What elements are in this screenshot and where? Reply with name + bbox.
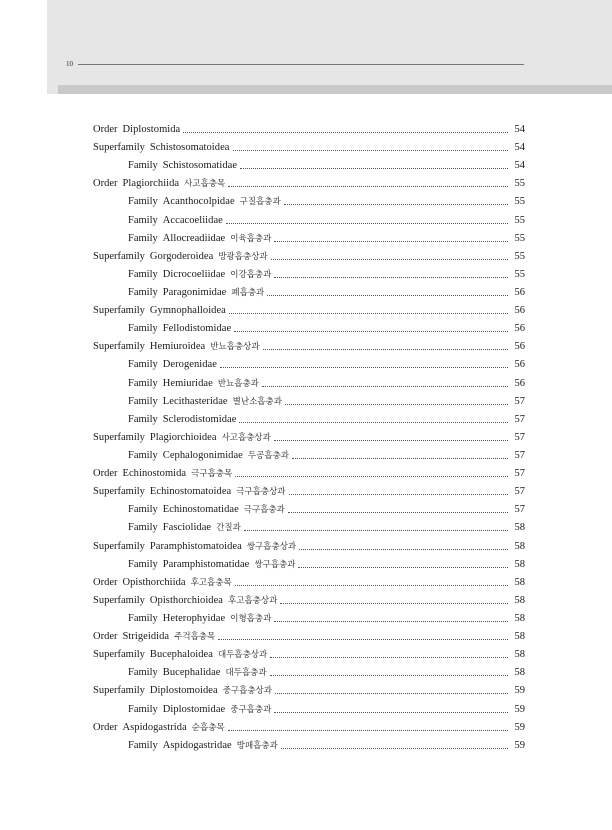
toc-taxon-name: Paramphistomatoidea: [149, 540, 242, 552]
toc-taxon-name: Gorgoderoidea: [149, 250, 214, 262]
toc-entry[interactable]: [93, 701, 525, 719]
toc-korean-name: 두공흡충과: [247, 450, 289, 461]
toc-taxon-name: Strigeidida: [122, 631, 170, 643]
toc-korean-name: 간질과: [216, 523, 241, 534]
toc-korean-name: 극구흡충상과: [236, 487, 286, 498]
toc-rank: Order: [93, 721, 118, 733]
toc-page-number: 55: [514, 178, 525, 190]
toc-taxon-name: Gymnophalloidea: [149, 305, 226, 317]
toc-taxon-name: Echinostomatoidea: [149, 486, 232, 498]
toc-entry[interactable]: [93, 284, 525, 302]
toc-korean-name: 사고흡충목: [184, 179, 226, 190]
toc-taxon-name: Cephalogonimidae: [162, 449, 243, 461]
toc-entry[interactable]: [93, 302, 525, 320]
toc-page-number: 54: [514, 124, 525, 135]
toc-rank: Superfamily: [93, 594, 145, 606]
toc-korean-name: 쌍구흡충과: [254, 559, 296, 570]
toc-entry[interactable]: [93, 429, 525, 447]
toc-page-number: 56: [514, 341, 525, 353]
toc-entry[interactable]: [93, 411, 525, 429]
toc-taxon-name: Hemiuroidea: [149, 341, 206, 353]
toc-page-number: 57: [514, 504, 525, 516]
toc-entry[interactable]: [93, 121, 525, 139]
toc-page-number: 55: [514, 268, 525, 280]
toc-dot-leader: [226, 222, 508, 224]
toc-page-number: 58: [514, 522, 525, 534]
toc-korean-name: 사고흡충상과: [221, 432, 271, 443]
toc-rank: Order: [93, 178, 118, 190]
toc-rank: Family: [128, 232, 158, 244]
toc-taxon-name: Fellodistomidae: [162, 323, 232, 335]
toc-dot-leader: [244, 529, 508, 531]
toc-dot-leader: [292, 457, 508, 459]
toc-page-number: 58: [514, 576, 525, 588]
toc-rank: Family: [128, 667, 158, 679]
toc-taxon-name: Fasciolidae: [162, 522, 212, 534]
toc-dot-leader: [274, 276, 508, 278]
toc-dot-leader: [228, 185, 508, 187]
toc-korean-name: 후고흡충목: [190, 577, 232, 588]
toc-entry[interactable]: [93, 266, 525, 284]
toc-rank: Superfamily: [93, 250, 145, 262]
toc-taxon-name: Paramphistomatidae: [162, 558, 250, 570]
toc-rank: Family: [128, 359, 158, 371]
toc-rank: Family: [128, 504, 158, 516]
toc-dot-leader: [280, 602, 508, 604]
toc-entry[interactable]: [93, 447, 525, 465]
toc-taxon-name: Diplostomoidea: [149, 685, 218, 697]
toc-entry[interactable]: [93, 375, 525, 393]
toc-rank: Family: [128, 612, 158, 624]
toc-taxon-name: Diplostomida: [122, 124, 181, 135]
toc-entry[interactable]: [93, 556, 525, 574]
toc-korean-name: 이강흡충과: [230, 269, 272, 280]
toc-entry[interactable]: [93, 737, 525, 755]
toc-entry[interactable]: [93, 519, 525, 537]
toc-entry[interactable]: [93, 175, 525, 193]
toc-rank: Superfamily: [93, 486, 145, 498]
toc-korean-name: 주걱흡충목: [174, 632, 216, 643]
toc-dot-leader: [270, 656, 508, 658]
toc-taxon-name: Sclerodistomidae: [162, 413, 237, 425]
toc-rank: Family: [128, 268, 158, 280]
toc-dot-leader: [270, 674, 508, 676]
toc-taxon-name: Bucephalidae: [162, 667, 221, 679]
toc-rank: Family: [128, 449, 158, 461]
toc-dot-leader: [234, 330, 508, 332]
toc-dot-leader: [285, 403, 508, 405]
toc-taxon-name: Aspidogastridae: [162, 739, 232, 751]
toc-page-number: 58: [514, 594, 525, 606]
toc-dot-leader: [220, 366, 508, 368]
toc-korean-name: 쌍구흡충상과: [246, 541, 297, 552]
toc-dot-leader: [263, 348, 508, 350]
toc-korean-name: 중구흡충과: [230, 704, 272, 715]
toc-rank: Order: [93, 576, 118, 588]
toc-rank: Superfamily: [93, 142, 145, 154]
toc-page-number: 58: [514, 649, 525, 661]
page-number: 10: [66, 60, 73, 68]
toc-rank: Family: [128, 522, 158, 534]
toc-entry[interactable]: [93, 230, 525, 248]
toc-taxon-name: Plagiorchioidea: [149, 431, 217, 443]
toc-rank: Family: [128, 395, 158, 407]
toc-entry[interactable]: [93, 338, 525, 356]
toc-korean-name: 극구흡충목: [191, 469, 233, 480]
toc-dot-leader: [235, 475, 508, 477]
toc-entry[interactable]: [93, 574, 525, 592]
toc-korean-name: 이형흡충과: [230, 613, 272, 624]
toc-korean-name: 대두흡충과: [225, 668, 267, 679]
toc-korean-name: 구질흡충과: [239, 197, 281, 208]
toc-rank: Family: [128, 196, 158, 208]
toc-taxon-name: Dicrocoeliidae: [162, 268, 226, 280]
toc-page-number: 59: [514, 703, 525, 715]
toc-entry[interactable]: [93, 592, 525, 610]
toc-dot-leader: [274, 240, 508, 242]
toc-rank: Order: [93, 468, 118, 480]
toc-page-number: 58: [514, 558, 525, 570]
toc-korean-name: 중구흡충상과: [222, 686, 272, 697]
toc-entry[interactable]: [93, 610, 525, 628]
toc-page-number: 55: [514, 196, 525, 208]
toc-page-number: 59: [514, 721, 525, 733]
toc-taxon-name: Schistosomatidae: [162, 160, 238, 172]
toc-dot-leader: [284, 203, 508, 205]
page-header-band: [47, 0, 612, 94]
toc-dot-leader: [229, 312, 508, 314]
toc-entry[interactable]: [93, 538, 525, 556]
toc-taxon-name: Accacoeliidae: [162, 214, 223, 226]
toc-dot-leader: [274, 439, 508, 441]
toc-taxon-name: Allocreadiidae: [162, 232, 226, 244]
toc-dot-leader: [239, 421, 508, 423]
toc-page-number: 59: [514, 739, 525, 751]
toc-page-number: 56: [514, 305, 525, 317]
toc-entry[interactable]: [93, 465, 525, 483]
toc-rank: Superfamily: [93, 649, 145, 661]
toc-page-number: 58: [514, 631, 525, 643]
toc-dot-leader: [281, 747, 508, 749]
toc-entry[interactable]: [93, 628, 525, 646]
toc-dot-leader: [299, 548, 508, 550]
toc-taxon-name: Bucephaloidea: [149, 649, 213, 661]
toc-entry[interactable]: [93, 393, 525, 411]
toc-taxon-name: Acanthocolpidae: [162, 196, 235, 208]
toc-page-number: 58: [514, 667, 525, 679]
toc-rank: Family: [128, 413, 158, 425]
toc-rank: Superfamily: [93, 685, 145, 697]
toc-rank: Family: [128, 286, 158, 298]
toc-korean-name: 대두흡충상과: [217, 650, 268, 661]
toc-entry[interactable]: [93, 193, 525, 211]
toc-dot-leader: [240, 167, 508, 169]
toc-korean-name: 이육흡충과: [230, 233, 272, 244]
toc-page-number: 54: [514, 160, 525, 172]
toc-page-number: 58: [514, 612, 525, 624]
toc-entry[interactable]: [93, 682, 525, 700]
toc-page-number: 58: [514, 540, 525, 552]
page-header-shadow: [58, 85, 612, 94]
toc-page-number: 57: [514, 431, 525, 443]
toc-taxon-name: Hemiuridae: [162, 377, 213, 389]
header-rule: [78, 64, 524, 65]
toc-page-number: 57: [514, 395, 525, 407]
toc-page-number: 56: [514, 323, 525, 335]
toc-entry[interactable]: [93, 483, 525, 501]
toc-korean-name: 반뇨흡충과: [217, 378, 259, 389]
toc-taxon-name: Diplostomidae: [162, 703, 226, 715]
toc-entry[interactable]: [93, 320, 525, 338]
toc-taxon-name: Plagiorchiida: [122, 178, 180, 190]
toc-korean-name: 반뇨흡충상과: [210, 342, 260, 353]
toc-taxon-name: Heterophyidae: [162, 612, 226, 624]
toc-korean-name: 방패흡충과: [236, 740, 278, 751]
toc-dot-leader: [274, 620, 508, 622]
toc-taxon-name: Lecithasteridae: [162, 395, 228, 407]
toc-entry[interactable]: [93, 212, 525, 230]
toc-korean-name: 후고흡충상과: [228, 595, 278, 606]
toc-dot-leader: [183, 131, 508, 133]
toc-entry[interactable]: [93, 356, 525, 374]
toc-page-number: 56: [514, 377, 525, 389]
toc-rank: Family: [128, 703, 158, 715]
toc-page-number: 57: [514, 413, 525, 425]
toc-page-number: 55: [514, 250, 525, 262]
toc-rank: Family: [128, 214, 158, 226]
toc-page-number: 56: [514, 359, 525, 371]
toc-taxon-name: Aspidogastrida: [122, 721, 187, 733]
toc-dot-leader: [218, 638, 508, 640]
toc-dot-leader: [289, 493, 508, 495]
toc-dot-leader: [235, 584, 508, 586]
toc-korean-name: 방광흡충상과: [218, 251, 268, 262]
toc-page-number: 57: [514, 486, 525, 498]
toc-rank: Superfamily: [93, 540, 145, 552]
toc-entry[interactable]: [93, 248, 525, 266]
toc-entry[interactable]: [93, 646, 525, 664]
toc-dot-leader: [271, 258, 508, 260]
toc-dot-leader: [267, 294, 508, 296]
toc-dot-leader: [274, 711, 508, 713]
toc-entry[interactable]: [93, 139, 525, 157]
toc-taxon-name: Opisthorchiida: [122, 576, 186, 588]
toc-page-number: 56: [514, 286, 525, 298]
toc-page-number: 55: [514, 214, 525, 226]
toc-taxon-name: Derogenidae: [162, 359, 217, 371]
toc-taxon-name: Schistosomatoidea: [149, 142, 230, 154]
toc-page-number: 59: [514, 685, 525, 697]
toc-taxon-name: Echinostomida: [122, 468, 187, 480]
toc-korean-name: 순흡충목: [191, 722, 225, 733]
toc-page-number: 57: [514, 468, 525, 480]
toc-rank: Family: [128, 160, 158, 172]
toc-dot-leader: [275, 692, 508, 694]
toc-rank: Family: [128, 558, 158, 570]
toc-rank: Superfamily: [93, 431, 145, 443]
toc-taxon-name: Paragonimidae: [162, 286, 227, 298]
toc-entry[interactable]: [93, 501, 525, 519]
toc-page-number: 55: [514, 232, 525, 244]
toc-dot-leader: [262, 385, 508, 387]
toc-taxon-name: Opisthorchioidea: [149, 594, 224, 606]
toc-korean-name: 별난소흡충과: [232, 396, 282, 407]
table-of-contents: [93, 121, 525, 755]
toc-dot-leader: [233, 149, 509, 151]
toc-korean-name: 극구흡충과: [243, 505, 285, 516]
toc-dot-leader: [228, 729, 508, 731]
toc-dot-leader: [298, 566, 508, 568]
toc-entry[interactable]: [93, 664, 525, 682]
toc-taxon-name: Echinostomatidae: [162, 504, 239, 516]
toc-rank: Family: [128, 323, 158, 335]
toc-rank: Order: [93, 124, 118, 135]
toc-page-number: 54: [514, 142, 525, 154]
toc-rank: Family: [128, 739, 158, 751]
toc-rank: Order: [93, 631, 118, 643]
toc-entry[interactable]: [93, 157, 525, 175]
toc-rank: Superfamily: [93, 305, 145, 317]
toc-entry[interactable]: [93, 719, 525, 737]
toc-rank: Superfamily: [93, 341, 145, 353]
toc-page-number: 57: [514, 449, 525, 461]
toc-korean-name: 폐흡충과: [231, 287, 265, 298]
toc-dot-leader: [288, 511, 508, 513]
toc-rank: Family: [128, 377, 158, 389]
